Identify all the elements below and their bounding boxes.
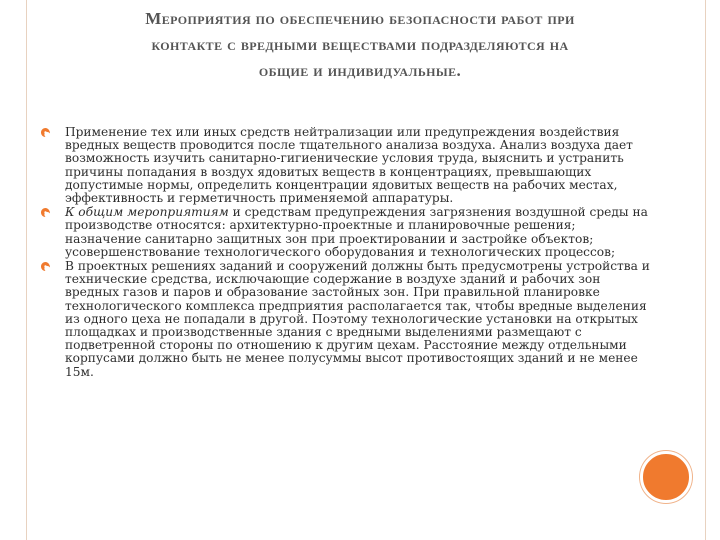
bullet-emphasis: К общим мероприятиям [65,205,229,220]
fleuron-icon [40,207,51,218]
bullet-text: и средствам предупреждения загрязнения воздушной среды на производстве относятся: архитектурно-проектные и планировочные решения; назначение санитарно защитных зон при проектировании и застройке объектов; усовершенствование технологического оборудования и технологических процессов; [65,205,648,259]
bullet-item [40,260,652,379]
title-line-3: общие и индивидуальные. [258,61,462,80]
bullet-text: В проектных решениях заданий и сооружений должны быть предусмотрены устройства и технические средства, исключающие содержание в воздухе зданий и рабочих зон вредных газов и паров и образование застойных зон. При правильной планировке технологического комплекса предприятия располагается так, чтобы вредные выделения из одного цеха не попадали в другой. Поэтому технологические установки на открытых площадках и производственные здания с вредными выделениями размещают с подветренной стороны по отношению к другим цехам. Расстояние между отдельными корпусами должно быть не менее полусуммы высот противостоящих зданий и не менее 15м. [65,259,650,379]
bullet-list [40,126,652,380]
title-line-2: контакте с вредными веществами подразделяются на [151,35,569,54]
bullet-text: Применение тех или иных средств нейтрализации или предупреждения воздействия вредных веществ проводится после тщательного анализа воздуха. Анализ воздуха дает возможность изучить санитарно-гигиенические условия труда, выяснить и устранить причины попадания в воздух ядовитых веществ в концентрациях, превышающих допустимые нормы, определить концентрации ядовитых веществ на рабочих местах, эффективность и герметичность применяемой аппаратуры. [65,125,633,206]
fleuron-icon [40,261,51,272]
decorative-circle [640,451,692,503]
bullet-item [40,126,652,205]
title-line-1: Мероприятия по обеспечению безопасности работ при [145,9,575,28]
bullet-item [40,206,652,259]
slide-title [40,6,680,84]
fleuron-icon [40,127,51,138]
